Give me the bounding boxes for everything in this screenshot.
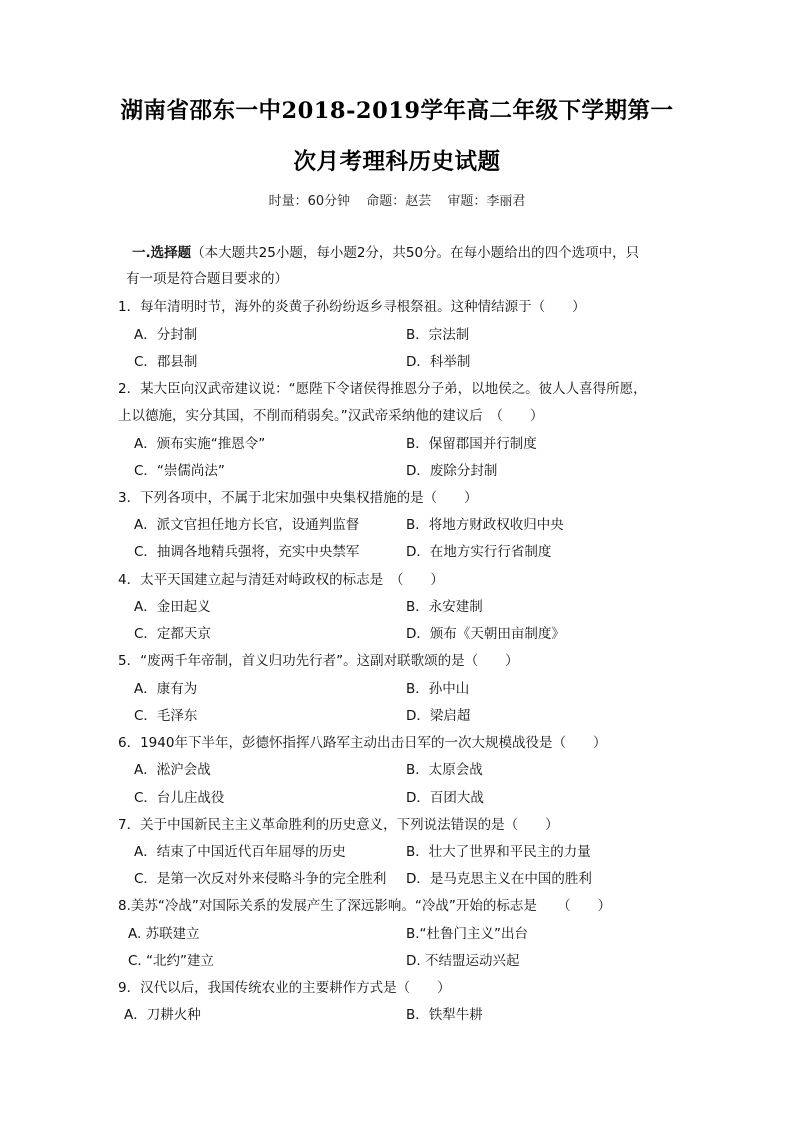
section-desc-1: （本大题共25小题，每小题2分，共50分。在每小题给出的四个选项中，只 xyxy=(191,245,640,261)
q9-option-a: A．刀耕火种 xyxy=(124,1007,201,1023)
question-8-text: 8.美苏“冷战”对国际关系的发展产生了深远影响。“冷战”开始的标志是 （ ） xyxy=(118,898,612,914)
q5-option-b: B．孙中山 xyxy=(406,681,470,697)
q1-option-b: B．宗法制 xyxy=(406,327,470,343)
exam-title-line-2: 次月考理科历史试题 xyxy=(293,149,501,175)
question-6-text: 6．1940年下半年，彭德怀指挥八路军主动出击日军的一次大规模战役是（ ） xyxy=(118,735,607,751)
q5-option-d: D．梁启超 xyxy=(406,708,471,724)
q7-option-c: C．是第一次反对外来侵略斗争的完全胜利 xyxy=(134,871,387,887)
q7-option-a: A．结束了中国近代百年屈辱的历史 xyxy=(134,844,346,860)
question-4-text: 4．太平天国建立起与清廷对峙政权的标志是 （ ） xyxy=(118,572,444,588)
exam-meta xyxy=(0,190,794,209)
q4-option-c: C．定都天京 xyxy=(134,626,211,642)
q6-option-d: D．百团大战 xyxy=(406,790,484,806)
question-9-text: 9．汉代以后，我国传统农业的主要耕作方式是（ ） xyxy=(118,980,451,996)
q8-option-d: D. 不结盟运动兴起 xyxy=(406,953,520,969)
q8-option-c: C. “北约”建立 xyxy=(128,953,214,969)
q2-option-d: D．废除分封制 xyxy=(406,463,498,479)
q9-option-b: B．铁犁牛耕 xyxy=(406,1007,483,1023)
q7-option-d: D．是马克思主义在中国的胜利 xyxy=(406,871,592,887)
q2-option-b: B．保留郡国并行制度 xyxy=(406,436,537,452)
exam-reviewer: 审题：李丽君 xyxy=(447,194,526,209)
q8-option-a: A. 苏联建立 xyxy=(128,926,200,942)
section-heading-line xyxy=(132,243,639,263)
q1-option-d: D．科举制 xyxy=(406,354,471,370)
q6-option-c: C．台儿庄战役 xyxy=(134,790,225,806)
q4-option-b: B．永安建制 xyxy=(406,599,483,615)
exam-title-line-1: 湖南省邵东一中2018-2019学年高二年级下学期第一 xyxy=(120,98,674,124)
q3-option-d: D．在地方实行行省制度 xyxy=(406,544,552,560)
q3-option-c: C．抽调各地精兵强将，充实中央禁军 xyxy=(134,544,360,560)
question-2-text-1: 2．某大臣向汉武帝建议说：“愿陛下令诸侯得推恩分子弟，以地侯之。彼人人喜得所愿， xyxy=(118,381,647,397)
question-1-text: 1．每年清明时节，海外的炎黄子孙纷纷返乡寻根祭祖。这种情结源于（ ） xyxy=(118,299,586,315)
question-2-text-2: 上以德施，实分其国，不削而稍弱矣。”汉武帝采纳他的建议后 （ ） xyxy=(118,408,544,424)
q2-option-c: C．“崇儒尚法” xyxy=(134,463,225,479)
q7-option-b: B．壮大了世界和平民主的力量 xyxy=(406,844,591,860)
q1-option-a: A．分封制 xyxy=(134,327,198,343)
q1-option-c: C．郡县制 xyxy=(134,354,198,370)
q3-option-b: B．将地方财政权收归中央 xyxy=(406,517,564,533)
question-7-text: 7．关于中国新民主主义革命胜利的历史意义，下列说法错误的是（ ） xyxy=(118,817,559,833)
q5-option-a: A．康有为 xyxy=(134,681,198,697)
q6-option-b: B．太原会战 xyxy=(406,762,483,778)
exam-author: 命题：赵芸 xyxy=(366,194,432,209)
q8-option-b: B.“杜鲁门主义”出台 xyxy=(406,926,529,942)
question-3-text: 3．下列各项中，不属于北宋加强中央集权措施的是（ ） xyxy=(118,490,478,506)
q4-option-d: D．颁布《天朝田亩制度》 xyxy=(406,626,565,642)
question-5-text: 5．“废两千年帝制，首义归功先行者”。这副对联歌颂的是（ ） xyxy=(118,653,519,669)
section-heading: 一.选择题 xyxy=(132,245,192,261)
q6-option-a: A．淞沪会战 xyxy=(134,762,211,778)
q4-option-a: A．金田起义 xyxy=(134,599,211,615)
q2-option-a: A．颁布实施“推恩令” xyxy=(134,436,266,452)
q5-option-c: C．毛泽东 xyxy=(134,708,198,724)
exam-time: 时量：60分钟 xyxy=(268,194,351,209)
section-desc-2: 有一项是符合题目要求的） xyxy=(126,271,288,287)
q3-option-a: A．派文官担任地方长官，设通判监督 xyxy=(134,517,360,533)
